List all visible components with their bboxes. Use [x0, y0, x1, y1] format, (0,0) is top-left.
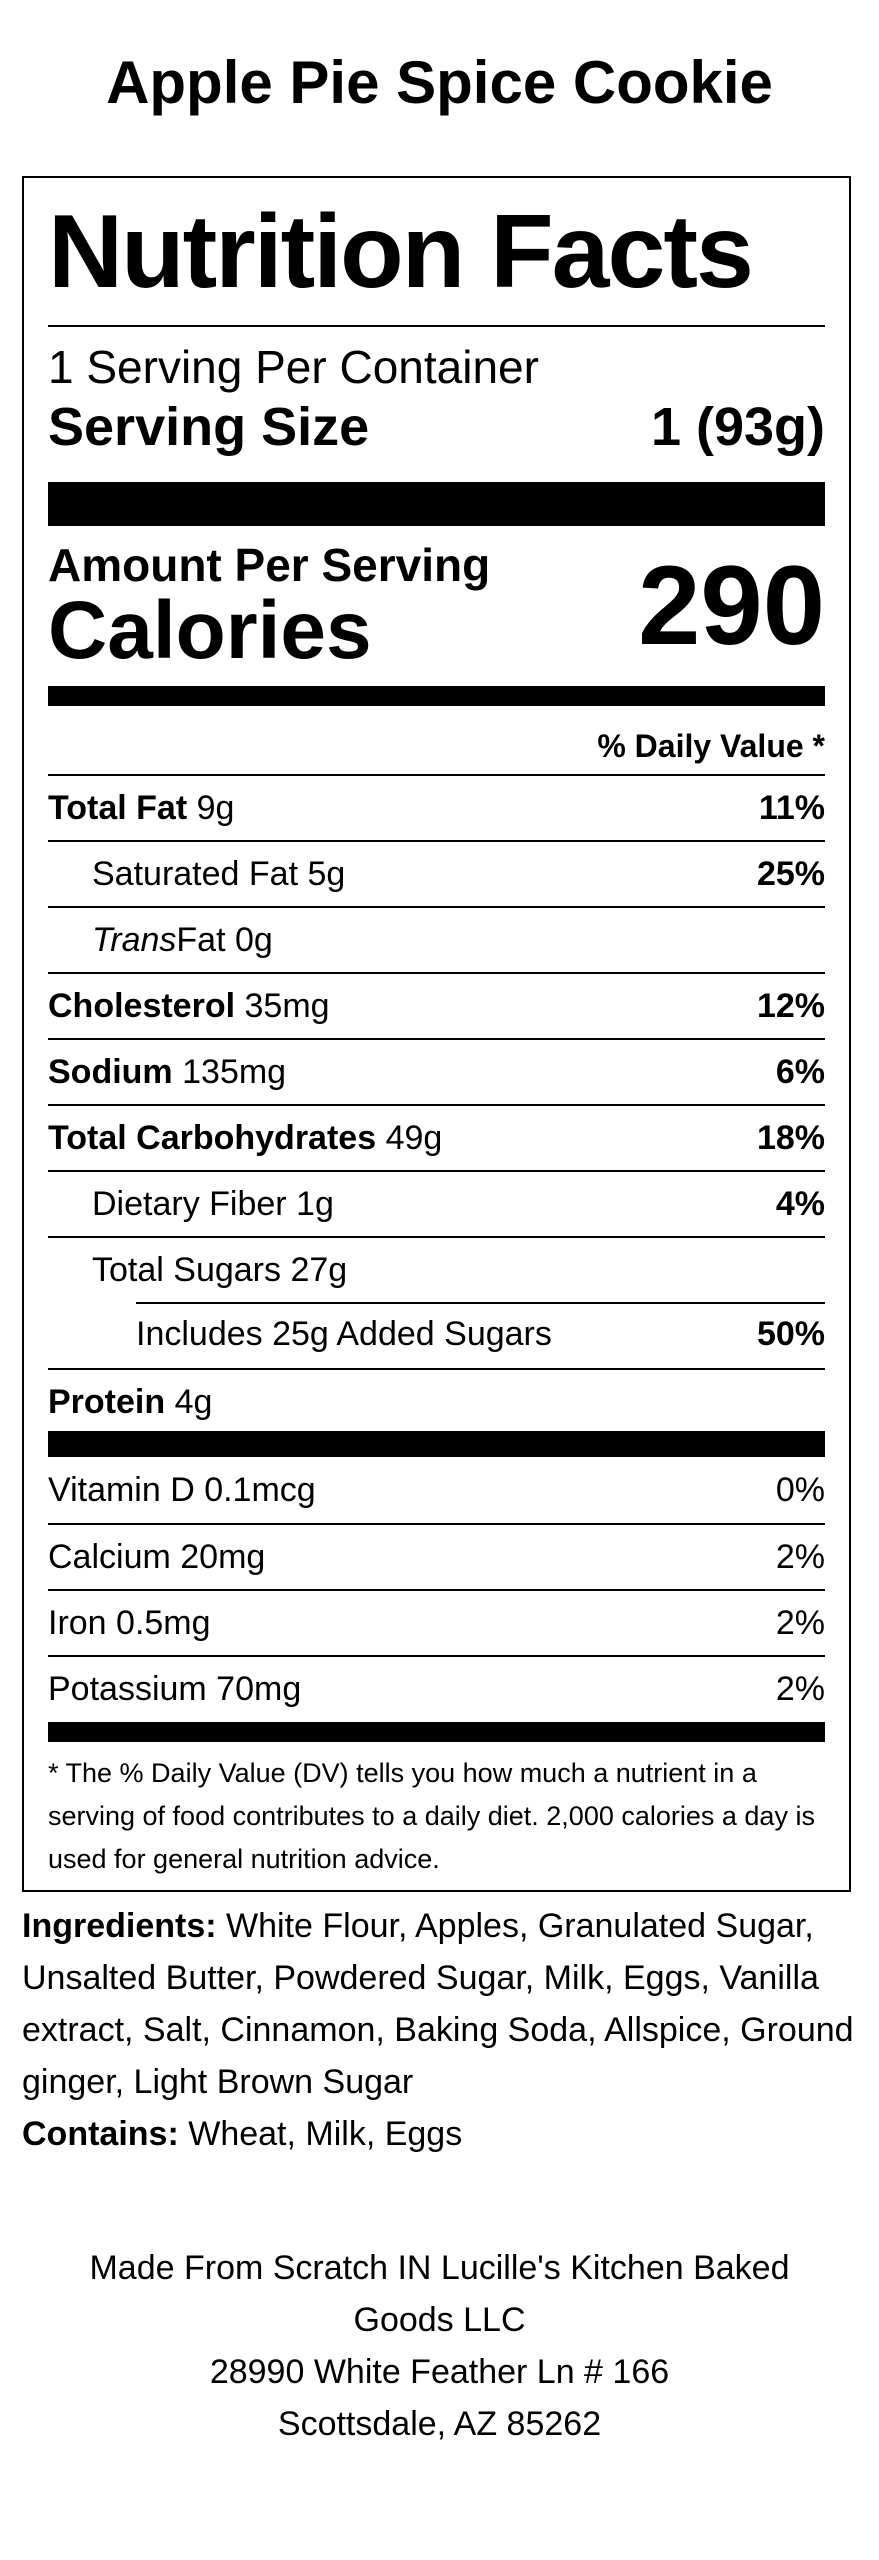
nutrient-name: Protein: [48, 1383, 166, 1421]
vitamin-daily-value: 0%: [775, 1471, 825, 1509]
nutrient-name: Total Sugars: [92, 1251, 281, 1289]
nutrient-daily-value: 18%: [756, 1119, 825, 1157]
vitamin-row-vitamin-d: [48, 1457, 825, 1523]
daily-value-footnote: * The % Daily Value (DV) tells you how much a nutrient in a serving of food contributes to a daily diet. 2,000 calories a day is used for general nutrition advice.: [48, 1758, 815, 1874]
nutrient-daily-value: 50%: [756, 1315, 825, 1353]
nutrient-name: Sodium: [48, 1053, 173, 1091]
nutrient-amount: 1g: [296, 1185, 334, 1223]
nutrient-row-total-fat: [48, 774, 825, 840]
nutrition-facts-heading: Nutrition Facts: [48, 194, 752, 310]
serving-size-value: 1 (93g): [650, 397, 825, 457]
nutrient-row-total-sugars: [48, 1236, 825, 1302]
nutrient-name: Saturated Fat: [92, 855, 299, 893]
nutrient-daily-value: 12%: [756, 987, 825, 1025]
manufacturer-address: 28990 White Feather Ln # 166: [209, 2353, 670, 2391]
contains-text: Wheat, Milk, Eggs: [188, 2115, 463, 2153]
nutrition-facts-panel: [22, 176, 851, 1892]
nutrient-name: Dietary Fiber: [92, 1185, 287, 1223]
allergen-section: [22, 2108, 862, 2160]
nutrient-amount: 135mg: [182, 1053, 287, 1091]
nutrient-name: Total Fat: [48, 789, 188, 827]
nutrient-daily-value: 25%: [756, 855, 825, 893]
nutrient-daily-value: 4%: [775, 1185, 825, 1223]
nutrient-row-added-sugars: [48, 1302, 825, 1368]
medium-divider: [48, 1722, 825, 1742]
nutrient-amount: 0g: [234, 921, 273, 959]
nutrient-daily-value: 6%: [775, 1053, 825, 1091]
nutrient-amount: 5g: [307, 855, 346, 893]
vitamin-text: Iron 0.5mg: [48, 1604, 211, 1642]
nutrient-name: Total Carbohydrates: [48, 1119, 377, 1157]
nutrient-name: Cholesterol: [48, 987, 236, 1025]
vitamin-row-potassium: [48, 1655, 825, 1721]
manufacturer-city: Scottsdale, AZ 85262: [277, 2405, 602, 2443]
product-title: Apple Pie Spice Cookie: [106, 49, 773, 116]
serving-size-label: Serving Size: [48, 397, 370, 457]
vitamin-row-calcium: [48, 1523, 825, 1589]
nutrient-row-sodium: [48, 1038, 825, 1104]
nutrient-amount: 27g: [290, 1251, 348, 1289]
manufacturer-info: [0, 2242, 879, 2450]
nutrient-daily-value: 11%: [758, 789, 825, 827]
vitamin-text: Vitamin D 0.1mcg: [48, 1471, 316, 1509]
nutrient-row-cholesterol: [48, 972, 825, 1038]
manufacturer-line: Goods LLC: [353, 2301, 526, 2339]
nutrient-row-protein: [48, 1368, 825, 1434]
vitamin-list: [48, 1457, 825, 1721]
contains-label: Contains:: [22, 2115, 179, 2153]
daily-value-header: % Daily Value *: [597, 728, 825, 764]
vitamin-daily-value: 2%: [775, 1538, 825, 1576]
nutrient-name: Includes 25g Added Sugars: [136, 1315, 552, 1353]
vitamin-daily-value: 2%: [775, 1604, 825, 1642]
ingredients-text: White Flour, Apples, Granulated Sugar, Unsalted Butter, Powdered Sugar, Milk, Eggs, Vanilla extract, Salt, Cinnamon, Baking Soda, Allspice, Ground ginger, Light Brown Sugar: [22, 1907, 854, 2101]
nutrient-list: [48, 774, 825, 1434]
nutrient-row-total-carbohydrates: [48, 1104, 825, 1170]
calories-value: 290: [638, 543, 825, 668]
ingredients-label: Ingredients:: [22, 1907, 217, 1945]
calories-label: Calories: [48, 585, 372, 676]
nutrient-name: Fat: [176, 921, 226, 959]
vitamin-daily-value: 2%: [775, 1670, 825, 1708]
vitamin-text: Calcium 20mg: [48, 1538, 266, 1576]
ingredients-section: [22, 1900, 862, 2108]
medium-divider: [48, 686, 825, 706]
nutrient-row-saturated-fat: [48, 840, 825, 906]
servings-per-container: 1 Serving Per Container: [48, 341, 539, 393]
nutrient-row-trans-fat: [48, 906, 825, 972]
nutrient-amount: 49g: [385, 1119, 443, 1157]
nutrient-amount: 4g: [174, 1383, 213, 1421]
nutrient-amount: 35mg: [244, 987, 330, 1025]
manufacturer-line: Made From Scratch IN Lucille's Kitchen Baked: [89, 2249, 790, 2287]
nutrient-amount: 9g: [196, 789, 235, 827]
vitamin-row-iron: [48, 1589, 825, 1655]
nutrient-name-italic: Trans: [92, 921, 177, 959]
thick-divider: [48, 1431, 825, 1457]
thick-divider: [48, 482, 825, 526]
amount-per-serving-label: Amount Per Serving: [48, 539, 491, 591]
nutrient-row-dietary-fiber: [48, 1170, 825, 1236]
divider: [48, 325, 825, 327]
vitamin-text: Potassium 70mg: [48, 1670, 302, 1708]
